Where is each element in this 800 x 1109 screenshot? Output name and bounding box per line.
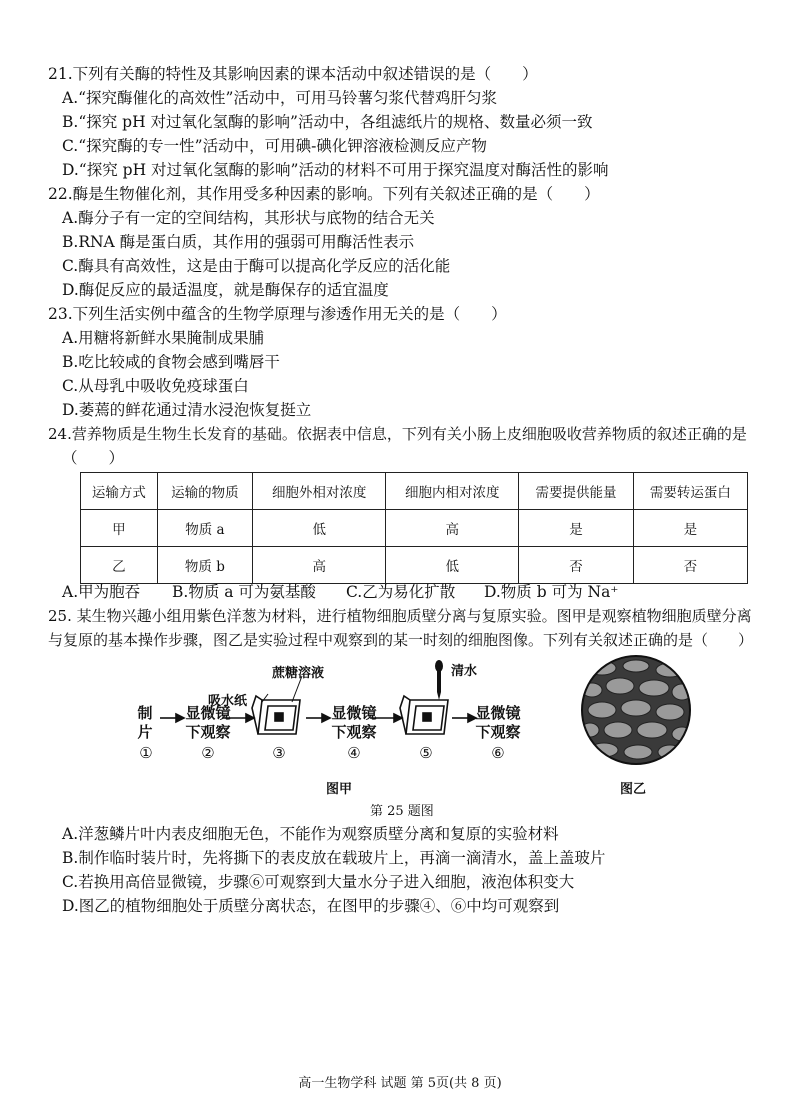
step-5-number: ⑤	[419, 744, 433, 762]
q21-stem: 21.下列有关酶的特性及其影响因素的课本活动中叙述错误的是（ ）	[48, 65, 538, 83]
table-header-cell: 运输方式	[81, 473, 158, 510]
q21-option-c: C.“探究酶的专一性”活动中，可用碘-碘化钾溶液检测反应产物	[62, 137, 487, 155]
step-1-number: ①	[139, 744, 153, 762]
table-cell: 物质 a	[157, 510, 252, 547]
step-4-text2: 下观察	[331, 723, 377, 741]
step-6-text1: 显微镜	[475, 704, 521, 722]
table-header-row	[81, 473, 748, 510]
q24-table	[80, 472, 748, 584]
caption-figure-b: 图乙	[620, 782, 647, 797]
step-6-label	[470, 704, 526, 742]
table-cell: 是	[633, 510, 747, 547]
q24-stem: 24.营养物质是生物生长发育的基础。依据表中信息，下列有关小肠上皮细胞吸收营养物质的叙述正确的是	[48, 425, 747, 443]
q22-option-d: D.酶促反应的最适温度，就是酶保存的适宜温度	[62, 281, 389, 299]
q22-option-b: B.RNA 酶是蛋白质，其作用的强弱可用酶活性表示	[62, 233, 415, 251]
table-cell: 否	[633, 547, 747, 584]
q23-option-a: A.用糖将新鲜水果腌制成果脯	[62, 329, 265, 347]
table-header-cell: 需要提供能量	[519, 473, 633, 510]
step-4-label	[326, 704, 382, 742]
q22-stem: 22.酶是生物催化剂，其作用受多种因素的影响。下列有关叙述正确的是（ ）	[48, 185, 600, 203]
table-cell: 低	[253, 510, 386, 547]
table-row	[81, 510, 748, 547]
step-1-label	[130, 704, 160, 742]
q22-option-a: A.酶分子有一定的空间结构，其形状与底物的结合无关	[62, 209, 435, 227]
table-cell: 否	[519, 547, 633, 584]
slide-step-5	[400, 696, 448, 734]
q21-option-d: D.“探究 pH 对过氧化氢酶的影响”活动的材料不可用于探究温度对酶活性的影响	[62, 161, 609, 179]
step-1-text2: 片	[137, 723, 153, 741]
table-cell: 高	[386, 510, 519, 547]
q25-option-c: C.若换用高倍显微镜，步骤⑥可观察到大量水分子进入细胞，液泡体积变大	[62, 873, 575, 891]
step-2-text1: 显微镜	[185, 704, 231, 722]
q25-option-d: D.图乙的植物细胞处于质壁分离状态，在图甲的步骤④、⑥中均可观察到	[62, 897, 560, 915]
table-row	[81, 547, 748, 584]
q24-option-b: B.物质 a 可为氨基酸	[172, 583, 316, 601]
table-cell: 物质 b	[157, 547, 252, 584]
table-cell: 乙	[81, 547, 158, 584]
step-6-text2: 下观察	[475, 723, 521, 741]
q25-stem-line2: 与复原的基本操作步骤，图乙是实验过程中观察到的某一时刻的细胞图像。下列有关叙述正确的是（ ）	[48, 631, 754, 649]
q24-option-c: C.乙为易化扩散	[346, 583, 456, 601]
table-header-cell: 需要转运蛋白	[633, 473, 747, 510]
table-header-cell: 细胞内相对浓度	[386, 473, 519, 510]
label-water: 清水	[451, 664, 478, 679]
table-header-cell: 细胞外相对浓度	[253, 473, 386, 510]
q25-option-a: A.洋葱鳞片叶内表皮细胞无色，不能作为观察质壁分离和复原的实验材料	[62, 825, 559, 843]
step-2-label	[180, 704, 236, 742]
step-4-number: ④	[347, 744, 361, 762]
q25-option-b: B.制作临时装片时，先将撕下的表皮放在载玻片上，再滴一滴清水，盖上盖玻片	[62, 849, 606, 867]
step-6-number: ⑥	[491, 744, 505, 762]
figure-b-cells	[580, 654, 692, 766]
q24-option-d: D.物质 b 可为 Na⁺	[484, 583, 619, 601]
table-cell: 低	[386, 547, 519, 584]
step-4-text1: 显微镜	[331, 704, 377, 722]
label-sucrose: 蔗糖溶液	[272, 666, 325, 681]
q21-option-a: A.“探究酶催化的高效性”活动中，可用马铃薯匀浆代替鸡肝匀浆	[62, 89, 497, 107]
q24-paren: （ ）	[62, 449, 125, 467]
q24-option-a: A.甲为胞吞	[62, 583, 141, 601]
q23-stem: 23.下列生活实例中蕴含的生物学原理与渗透作用无关的是（ ）	[48, 305, 507, 323]
q23-option-d: D.萎蔫的鲜花通过清水浸泡恢复挺立	[62, 401, 312, 419]
slide-step-3	[252, 696, 300, 734]
table-header-cell: 运输的物质	[157, 473, 252, 510]
table-cell: 高	[253, 547, 386, 584]
step-2-number: ②	[201, 744, 215, 762]
table-cell: 甲	[81, 510, 158, 547]
q25-stem-line1: 25. 某生物兴趣小组用紫色洋葱为材料，进行植物细胞质壁分离与复原实验。图甲是观察植物细胞质壁分离	[48, 607, 752, 625]
q23-option-c: C.从母乳中吸收免疫球蛋白	[62, 377, 249, 395]
label-absorbent-paper: 吸水纸	[208, 694, 248, 709]
step-1-text1: 制	[137, 704, 153, 722]
dropper-icon	[435, 660, 443, 700]
step-3-number: ③	[272, 744, 286, 762]
q22-option-c: C.酶具有高效性，这是由于酶可以提高化学反应的活化能	[62, 257, 451, 275]
page-footer: 高一生物学科 试题 第 5页(共 8 页)	[298, 1076, 502, 1091]
q21-option-b: B.“探究 pH 对过氧化氢酶的影响”活动中，各组滤纸片的规格、数量必须一致	[62, 113, 593, 131]
step-2-text2: 下观察	[185, 723, 231, 741]
caption-figure-main: 第 25 题图	[370, 804, 434, 819]
q23-option-b: B.吃比较咸的食物会感到嘴唇干	[62, 353, 280, 371]
table-cell: 是	[519, 510, 633, 547]
caption-figure-a: 图甲	[326, 782, 353, 797]
